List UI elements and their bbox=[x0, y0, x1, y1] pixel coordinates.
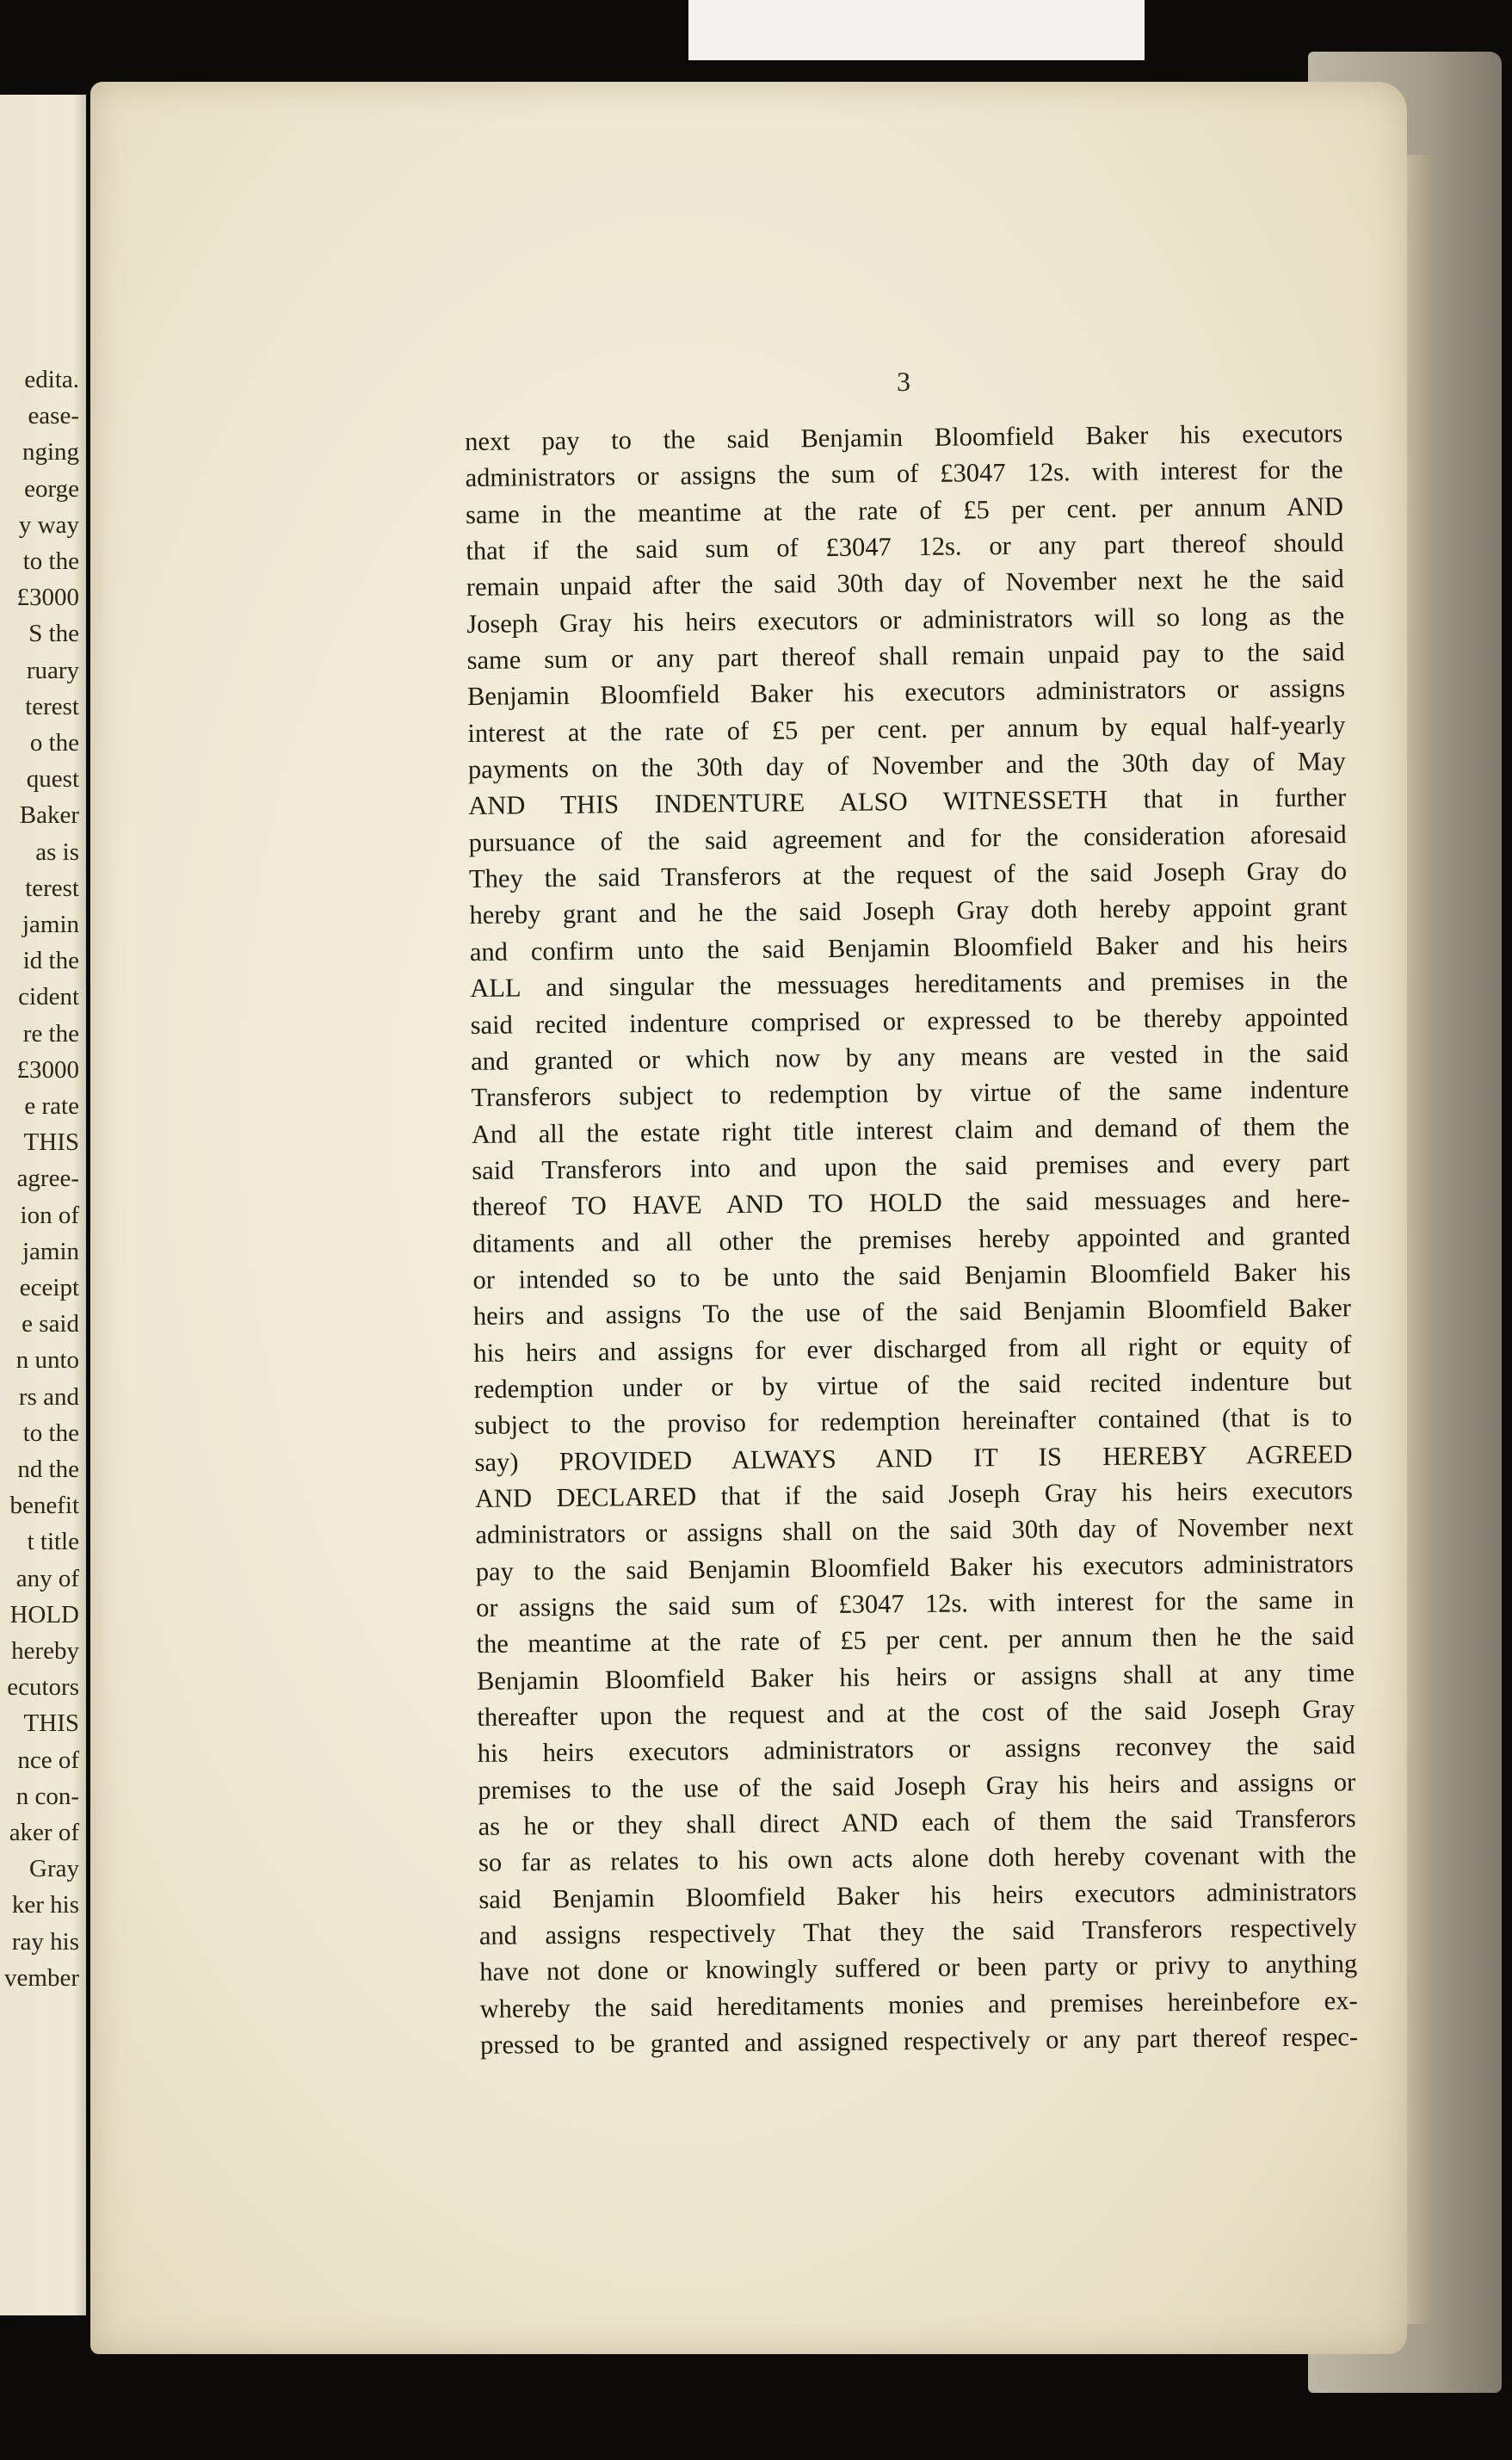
left-page-line: aker of bbox=[9, 1819, 79, 1846]
left-page-line: n unto bbox=[15, 1346, 79, 1375]
left-page-line: nce of bbox=[17, 1746, 79, 1774]
left-page-line: hereby bbox=[11, 1637, 79, 1665]
text-line: Benjamin Bloomfield Baker his heirs or assigns shall at any time bbox=[476, 1657, 1355, 1696]
left-page-line: ion of bbox=[20, 1201, 79, 1229]
text-line: AND THIS INDENTURE ALSO WITNESSETH that in further bbox=[468, 782, 1347, 821]
left-page-line: re the bbox=[22, 1019, 79, 1048]
left-page-line: eceipt bbox=[19, 1274, 79, 1301]
text-line: have not done or knowingly suffered or been party or privy to anything bbox=[479, 1949, 1358, 1987]
left-page-line: jamin bbox=[22, 1237, 79, 1265]
text-line: and assigns respectively That they the said Transferors respectively bbox=[478, 1913, 1357, 1951]
text-line: as he or they shall direct AND each of them the said Transferors bbox=[478, 1803, 1356, 1841]
text-line: hereby grant and he the said Joseph Gray doth hereby appoint grant bbox=[469, 892, 1348, 930]
left-page-line: e rate bbox=[24, 1092, 79, 1120]
left-page-line: Baker bbox=[19, 801, 79, 830]
text-line: next pay to the said Benjamin Bloomfield Baker his executors bbox=[465, 418, 1343, 456]
left-page-fragment bbox=[0, 95, 86, 2315]
left-page-line: THIS bbox=[23, 1128, 79, 1157]
text-line: and confirm unto the said Benjamin Bloomfield Baker and his heirs bbox=[469, 928, 1348, 967]
text-line: same in the meantime at the rate of £5 per cent. per annum AND bbox=[465, 491, 1344, 529]
left-page-line: S the bbox=[28, 620, 79, 648]
left-page-line: £3000 bbox=[16, 584, 79, 612]
text-line: same sum or any part thereof shall remain unpaid pay to the said bbox=[466, 637, 1345, 676]
left-page-line: vember bbox=[4, 1963, 79, 1992]
text-line: interest at the rate of £5 per cent. per annum by equal half-yearly bbox=[467, 709, 1346, 748]
left-page-line: Gray bbox=[29, 1855, 79, 1883]
left-page-line: e said bbox=[22, 1310, 79, 1338]
left-page-line: terest bbox=[25, 692, 79, 720]
text-line: said Benjamin Bloomfield Baker his heirs executors administrators bbox=[478, 1876, 1357, 1914]
left-page-line: benefit bbox=[9, 1492, 79, 1520]
left-page-line: n con- bbox=[15, 1782, 79, 1810]
text-line: remain unpaid after the said 30th day of November next he the said bbox=[466, 564, 1344, 603]
page-number: 3 bbox=[897, 366, 910, 397]
left-page-line: jamin bbox=[22, 911, 79, 938]
left-page-line: ruary bbox=[26, 656, 79, 684]
left-page-line: any of bbox=[15, 1564, 79, 1592]
text-line: or intended so to be unto the said Benjamin Bloomfield Baker his bbox=[472, 1257, 1351, 1295]
text-line: and granted or which now by any means are vested in the said bbox=[470, 1038, 1349, 1076]
text-line: that if the said sum of £3047 12s. or any part thereof should bbox=[466, 528, 1344, 566]
left-page-line: t title bbox=[27, 1528, 79, 1556]
text-line: so far as relates to his own acts alone doth hereby covenant with the bbox=[478, 1839, 1357, 1878]
text-line: Benjamin Bloomfield Baker his executors administrators or assigns bbox=[466, 673, 1346, 712]
text-line: his heirs and assigns for ever discharged from all right or equity of bbox=[473, 1329, 1352, 1368]
background-tab bbox=[688, 0, 1145, 60]
text-line: heirs and assigns To the use of the said Benjamin Bloomfield Baker bbox=[472, 1293, 1352, 1332]
left-page-line: as is bbox=[35, 838, 79, 866]
left-page-line: ecutors bbox=[7, 1673, 79, 1702]
text-line: Transferors subject to redemption by virtue of the same indenture bbox=[471, 1074, 1349, 1113]
left-page-line: to the bbox=[22, 547, 79, 575]
text-line: payments on the 30th day of November and the 30th day of May bbox=[467, 746, 1346, 785]
left-page-line: o the bbox=[29, 729, 79, 757]
text-line: the meantime at the rate of £5 per cent. per annum then he the said bbox=[476, 1621, 1355, 1660]
left-page-line: £3000 bbox=[16, 1055, 79, 1084]
text-line: say) PROVIDED ALWAYS AND IT IS HEREBY AGREED bbox=[474, 1438, 1353, 1477]
left-page-line: terest bbox=[25, 874, 79, 902]
left-page-line: quest bbox=[26, 765, 79, 794]
left-page-line: eorge bbox=[24, 474, 79, 503]
text-line: whereby the said hereditaments monies and premises hereinbefore ex- bbox=[479, 1985, 1358, 2024]
text-line: AND DECLARED that if the said Joseph Gray his heirs executors bbox=[474, 1475, 1354, 1513]
left-page-line: y way bbox=[18, 510, 79, 539]
document-page bbox=[90, 82, 1407, 2354]
text-line: And all the estate right title interest claim and demand of them the bbox=[471, 1110, 1350, 1149]
text-line: ALL and singular the messuages hereditaments and premises in the bbox=[470, 965, 1348, 1004]
text-line: thereafter upon the request and at the cost of the said Joseph Gray bbox=[477, 1694, 1355, 1732]
text-line: ditaments and all other the premises hereby appointed and granted bbox=[472, 1220, 1351, 1258]
left-page-line: ray his bbox=[11, 1927, 79, 1956]
left-page-line: ker his bbox=[11, 1891, 79, 1919]
body-text bbox=[465, 415, 1358, 2063]
left-page-line: edita. bbox=[24, 366, 79, 393]
text-line: pressed to be granted and assigned respectively or any part thereof respec- bbox=[479, 2022, 1359, 2061]
left-page-line: cident bbox=[18, 983, 79, 1011]
left-page-line: THIS bbox=[23, 1709, 79, 1738]
text-line: said Transferors into and upon the said premises and every part bbox=[472, 1147, 1350, 1185]
text-line: administrators or assigns shall on the said 30th day of November next bbox=[475, 1511, 1354, 1550]
left-page-line: agree- bbox=[16, 1165, 79, 1193]
text-line: or assigns the said sum of £3047 12s. with interest for the same in bbox=[476, 1585, 1355, 1622]
text-line: said recited indenture comprised or expressed to be thereby appointed bbox=[470, 1001, 1348, 1040]
left-page-line: HOLD bbox=[9, 1600, 79, 1629]
left-page-line: to the bbox=[22, 1419, 79, 1447]
text-line: his heirs executors administrators or assigns reconvey the said bbox=[477, 1730, 1355, 1769]
left-page-line: id the bbox=[22, 947, 79, 975]
text-line: pay to the said Benjamin Bloomfield Baker his executors administrators bbox=[475, 1548, 1354, 1586]
text-line: administrators or assigns the sum of £3047 12s. with interest for the bbox=[465, 454, 1343, 493]
text-line: subject to the proviso for redemption hereinafter contained (that is to bbox=[474, 1402, 1353, 1441]
left-page-line: nging bbox=[22, 438, 79, 467]
text-line: redemption under or by virtue of the said recited indenture but bbox=[473, 1366, 1352, 1404]
text-line: thereof TO HAVE AND TO HOLD the said messuages and here- bbox=[472, 1184, 1350, 1222]
text-line: They the said Transferors at the request of the said Joseph Gray do bbox=[468, 856, 1348, 894]
text-line: pursuance of the said agreement and for the consideration aforesaid bbox=[468, 819, 1347, 857]
text-line: Joseph Gray his heirs executors or administrators will so long as the bbox=[466, 600, 1345, 639]
left-page-line: rs and bbox=[18, 1382, 79, 1411]
left-page-line: ease- bbox=[28, 402, 79, 430]
left-page-line: nd the bbox=[17, 1456, 79, 1483]
text-line: premises to the use of the said Joseph Gray his heirs and assigns or bbox=[478, 1766, 1356, 1805]
